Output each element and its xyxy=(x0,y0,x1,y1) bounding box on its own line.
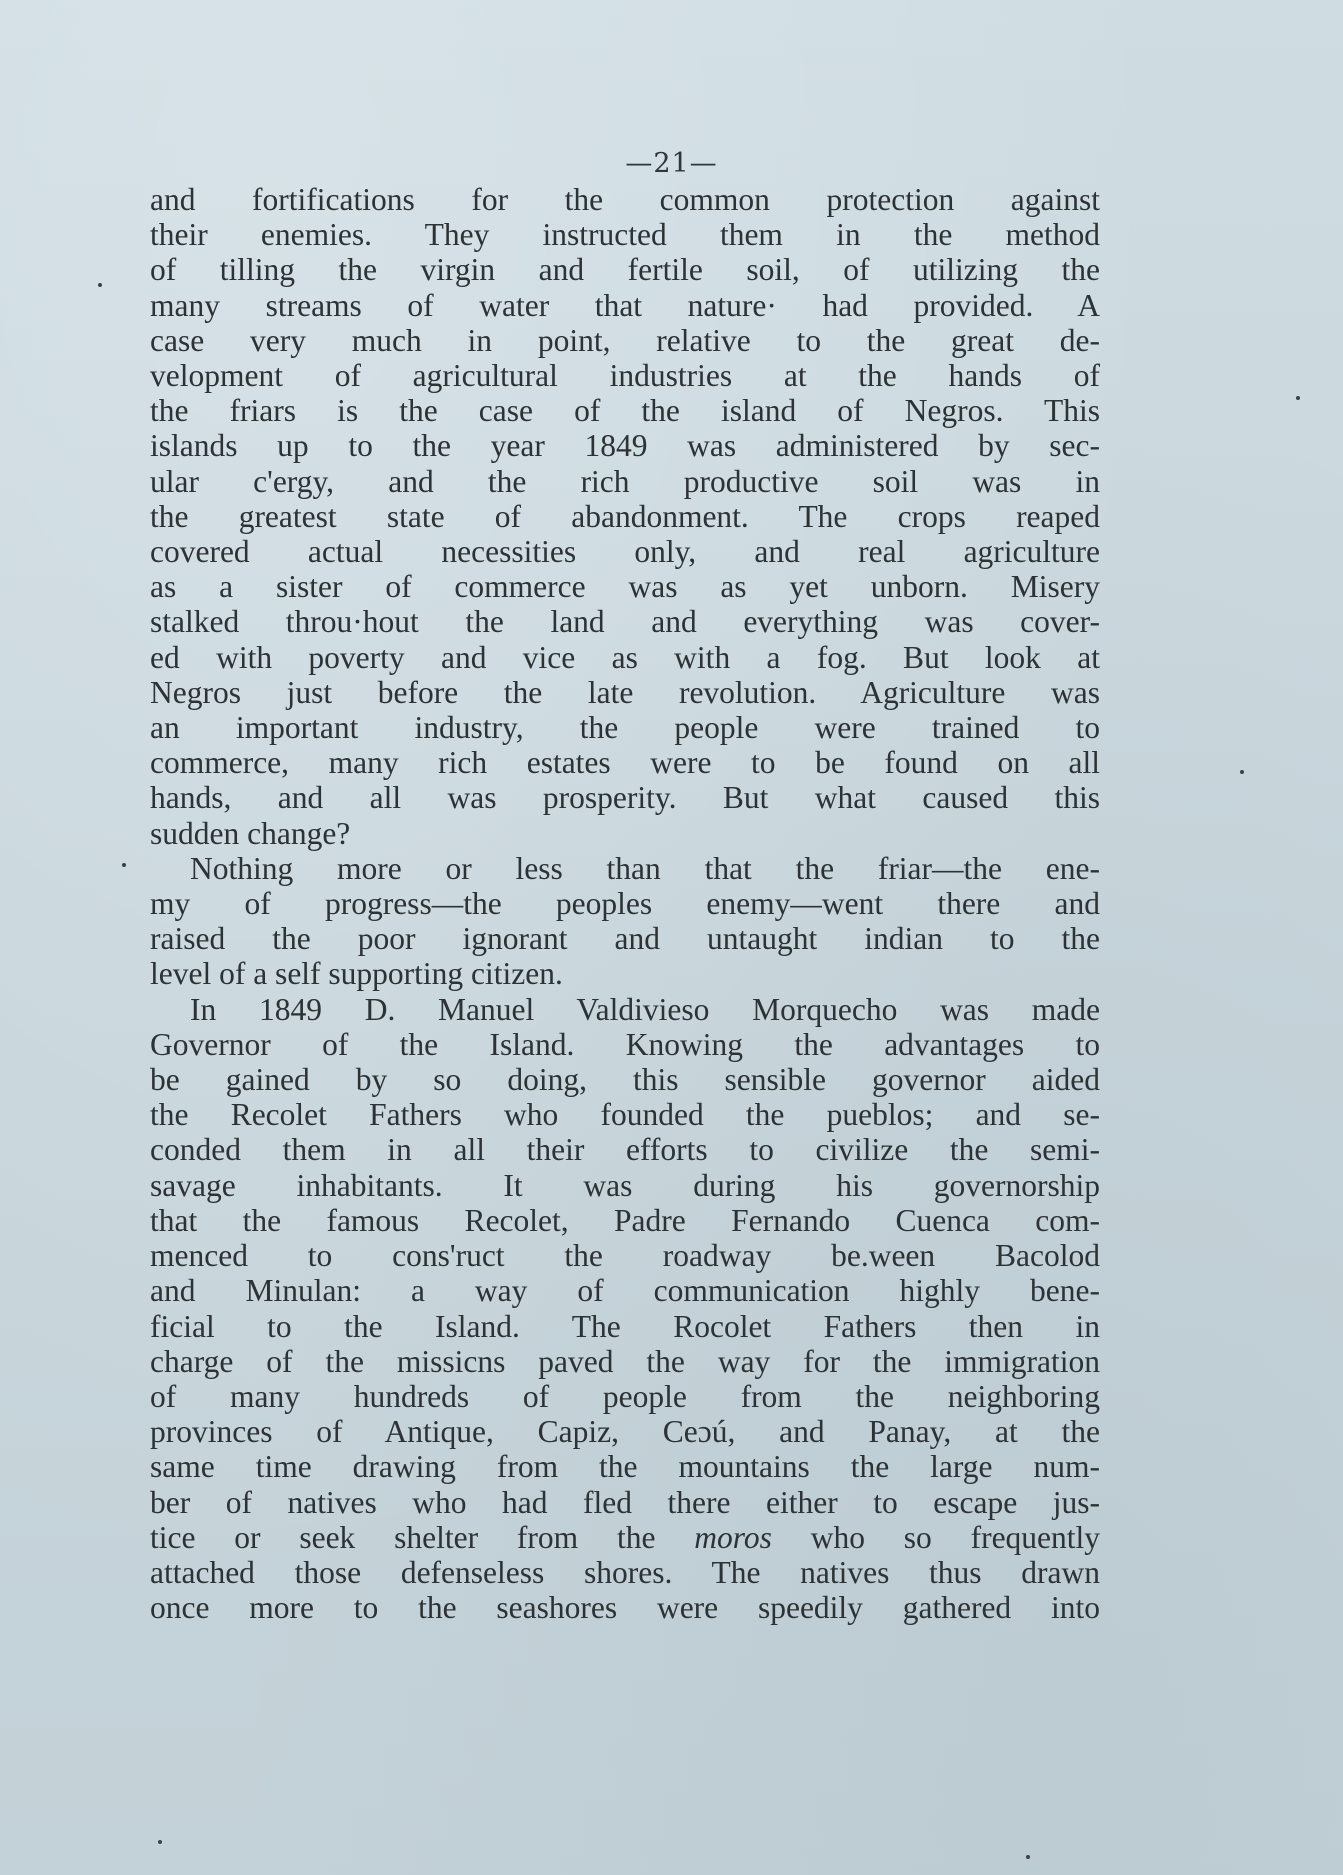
text-line: hands, and all was prosperity. But what caused this xyxy=(150,780,1100,816)
text-line: the greatest state of abandonment. The crops reaped xyxy=(150,498,1100,534)
text-line: velopment of agricultural industries at the hands of xyxy=(150,358,1100,394)
text-line: that the famous Recolet, Padre Fernando Cuenca com- xyxy=(150,1202,1100,1238)
text-line: and Minulan: a way of communication highly bene- xyxy=(150,1273,1100,1309)
text-line: conded them in all their efforts to civilize the semi- xyxy=(150,1132,1100,1168)
paper-speck xyxy=(1296,396,1300,400)
text-line: the friars is the case of the island of Negros. This xyxy=(150,393,1100,429)
text-line: ficial to the Island. The Rocolet Fathers then in xyxy=(150,1308,1100,1344)
text-line: sudden change? xyxy=(150,815,351,851)
text-line: ed with poverty and vice as with a fog. But look at xyxy=(150,639,1100,675)
text-line: an important industry, the people were trained to xyxy=(150,710,1100,746)
text-line: In 1849 D. Manuel Valdivieso Morquecho was made xyxy=(190,991,1100,1027)
text-line: many streams of water that nature· had provided. A xyxy=(150,287,1100,323)
text-line: as a sister of commerce was as yet unborn. Misery xyxy=(150,569,1100,605)
text-line: raised the poor ignorant and untaught indian to the xyxy=(150,921,1100,957)
paper-speck xyxy=(122,863,126,867)
body-text xyxy=(150,182,1100,1625)
text-segment: tice or seek shelter from the xyxy=(150,1519,656,1555)
text-line: case very much in point, relative to the great de- xyxy=(150,322,1100,358)
text-line: Nothing more or less than that the friar—the ene- xyxy=(190,850,1100,886)
paper-speck xyxy=(158,1840,162,1844)
text-line: my of progress—the peoples enemy—went there and xyxy=(150,886,1100,922)
text-line: islands up to the year 1849 was administered by sec- xyxy=(150,428,1100,464)
text-line: level of a self supporting citizen. xyxy=(150,956,563,992)
paper-speck xyxy=(98,283,102,287)
text-line: savage inhabitants. It was during his governorship xyxy=(150,1167,1100,1203)
text-segment: who so frequently xyxy=(810,1519,1101,1555)
italic-word: moros xyxy=(694,1519,772,1555)
page-number: —21— xyxy=(625,148,718,179)
paper-speck xyxy=(1240,770,1244,774)
text-line: provinces of Antique, Capiz, Ceɔú, and Panay, at the xyxy=(150,1414,1100,1450)
text-line: Negros just before the late revolution. Agriculture was xyxy=(150,674,1100,710)
text-line: of tilling the virgin and fertile soil, of utilizing the xyxy=(150,252,1100,288)
text-line: be gained by so doing, this sensible governor aided xyxy=(150,1062,1100,1098)
text-line: ular c'ergy, and the rich productive soil was in xyxy=(150,463,1100,499)
text-line: their enemies. They instructed them in the method xyxy=(150,217,1100,253)
text-line: covered actual necessities only, and real agriculture xyxy=(150,534,1100,570)
text-line: same time drawing from the mountains the large num- xyxy=(150,1449,1100,1485)
text-line-with-italic xyxy=(150,1520,1100,1555)
text-line: ber of natives who had fled there either to escape jus- xyxy=(150,1484,1100,1520)
text-line: Governor of the Island. Knowing the advantages to xyxy=(150,1026,1100,1062)
text-line: charge of the missicns paved the way for the immigration xyxy=(150,1343,1100,1379)
text-line: and fortifications for the common protection against xyxy=(150,182,1100,217)
text-line: of many hundreds of people from the neighboring xyxy=(150,1378,1100,1414)
paper-speck xyxy=(1026,1855,1030,1859)
text-line: commerce, many rich estates were to be found on all xyxy=(150,745,1100,781)
text-line: once more to the seashores were speedily gathered into xyxy=(150,1590,1100,1626)
text-line: attached those defenseless shores. The natives thus drawn xyxy=(150,1554,1100,1590)
text-line: stalked throu·hout the land and everything was cover- xyxy=(150,604,1100,640)
text-line: the Recolet Fathers who founded the pueblos; and se- xyxy=(150,1097,1100,1133)
text-line: menced to cons'ruct the roadway be.ween Bacolod xyxy=(150,1238,1100,1274)
